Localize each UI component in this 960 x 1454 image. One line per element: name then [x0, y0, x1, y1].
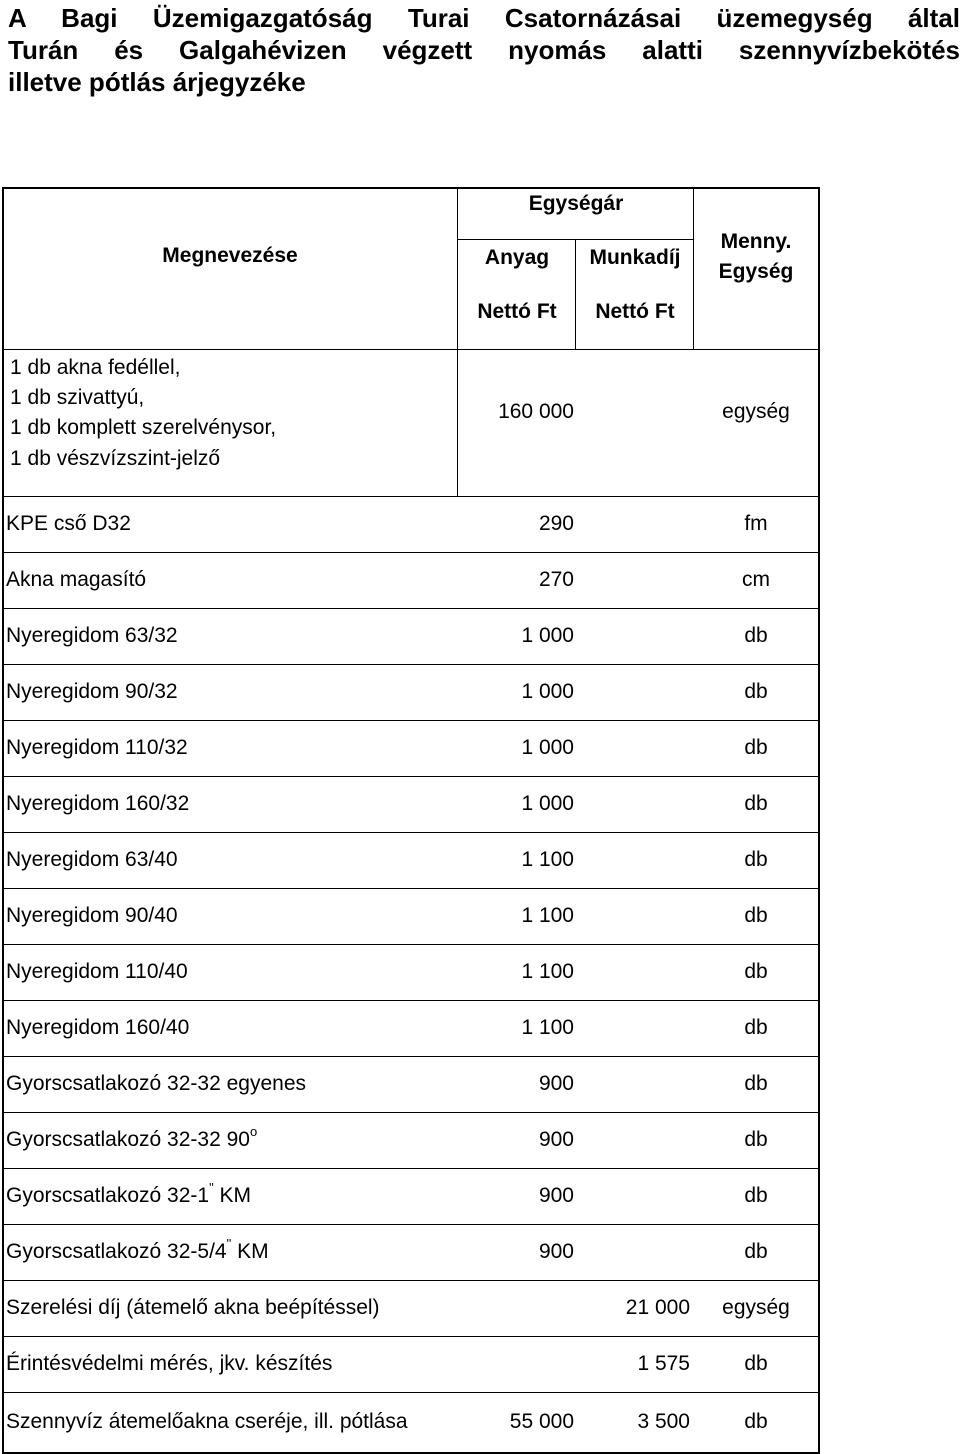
row-name-suffix: KM: [213, 1184, 252, 1207]
row-unit: db: [744, 1016, 768, 1039]
row-divider: [2, 720, 819, 721]
row-name-text: Gyorscsatlakozó 32-1: [6, 1184, 210, 1207]
row-divider: [2, 1280, 819, 1281]
row-name-text: Gyorscsatlakozó 32-32 egyenes: [6, 1072, 306, 1095]
row-name: [6, 511, 131, 537]
row-divider: [2, 1336, 819, 1337]
row-name-text: Nyeregidom 63/40: [6, 848, 178, 871]
row-name: [6, 1236, 269, 1265]
row-name-text: KPE cső D32: [6, 512, 131, 535]
col-border-left: [2, 187, 4, 1454]
row-unit: db: [744, 1184, 768, 1207]
row-unit: db: [744, 1410, 768, 1433]
row-material: 1 100: [521, 848, 574, 871]
row-labor: 21 000: [625, 1296, 690, 1319]
row-name-text: Nyeregidom 90/32: [6, 680, 178, 703]
col-border-labor-hdr: [693, 187, 694, 349]
row-name-text: Gyorscsatlakozó 32-5/4: [6, 1240, 227, 1263]
header-net-material: Nettó Ft: [477, 300, 557, 323]
row-name: [6, 679, 178, 705]
header-name: Megnevezése: [162, 244, 298, 267]
row-material: 1 000: [521, 680, 574, 703]
row-unit: db: [744, 680, 768, 703]
row-material: 1 100: [521, 904, 574, 927]
row-name: [6, 847, 178, 873]
row-labor: 3 500: [637, 1410, 690, 1433]
row-name: [6, 1351, 332, 1377]
header-unit-price: Egységár: [528, 192, 624, 215]
row-name: [6, 959, 188, 985]
document-title: [8, 2, 960, 98]
header-divider-unit-price: [458, 239, 694, 240]
row-name: [6, 1071, 306, 1097]
row-material: 1 100: [521, 1016, 574, 1039]
row-divider: [2, 1112, 819, 1113]
row-unit: fm: [744, 512, 768, 535]
row-name-text: Szennyvíz átemelőakna cseréje, ill. pótlása: [6, 1410, 408, 1433]
row-name-sup: ": [209, 1180, 214, 1195]
row-divider: [2, 776, 819, 777]
first-row-border: [2, 496, 819, 497]
row-material: 55 000: [509, 1410, 574, 1433]
row-name: [6, 903, 178, 929]
row-divider: [2, 832, 819, 833]
row-material: 900: [538, 1240, 574, 1263]
row-material: 1 000: [521, 624, 574, 647]
table-top-border: [2, 187, 820, 189]
row-name-sup: o: [249, 1124, 258, 1139]
row-name: [6, 1180, 252, 1209]
header-material: Anyag: [484, 246, 550, 269]
row-unit: db: [744, 1128, 768, 1151]
row-unit: db: [744, 960, 768, 983]
row-unit: egység: [722, 1296, 790, 1319]
row-unit: db: [744, 904, 768, 927]
header-net-labor: Nettó Ft: [595, 300, 675, 323]
first-row-line-3: 1 db komplett szerelvénysor,: [10, 416, 277, 439]
row-material: 290: [538, 512, 574, 535]
row-divider: [2, 1224, 819, 1225]
row-divider: [2, 664, 819, 665]
col-border-name: [457, 187, 458, 496]
row-material: 900: [538, 1072, 574, 1095]
row-name-text: Nyeregidom 90/40: [6, 904, 178, 927]
col-border-material-hdr: [575, 239, 576, 349]
header-qty: Menny.: [720, 230, 792, 253]
row-name-text: Érintésvédelmi mérés, jkv. készítés: [6, 1352, 333, 1375]
row-unit: db: [744, 1072, 768, 1095]
first-row-material: 160 000: [498, 400, 574, 423]
row-unit: db: [744, 624, 768, 647]
row-name-text: Gyorscsatlakozó 32-32 90: [6, 1128, 250, 1151]
row-unit: db: [744, 736, 768, 759]
row-name-text: Akna magasító: [6, 568, 147, 591]
row-name-text: Nyeregidom 63/32: [6, 624, 178, 647]
row-name: [6, 791, 189, 817]
row-name-sup: ": [226, 1236, 232, 1251]
row-material: 900: [538, 1128, 574, 1151]
title-line-2: Turán és Galgahévizen végzett nyomás alatti szennyvízbekötés: [8, 35, 960, 65]
row-divider: [2, 1056, 819, 1057]
row-name: [6, 1295, 380, 1321]
row-labor: 1 575: [637, 1352, 690, 1375]
title-line-1: A Bagi Üzemigazgatóság Turai Csatornázásai üzemegység által: [8, 3, 960, 33]
row-name-text: Nyeregidom 110/40: [6, 960, 188, 983]
row-divider: [2, 608, 819, 609]
row-name-text: Nyeregidom 160/40: [6, 1016, 190, 1039]
row-divider: [2, 1000, 819, 1001]
row-divider: [2, 944, 819, 945]
row-name: [6, 567, 146, 593]
row-name: [6, 1015, 189, 1041]
row-material: 900: [538, 1184, 574, 1207]
first-row-line-1: 1 db akna fedéllel,: [10, 356, 181, 379]
row-unit: db: [744, 848, 768, 871]
row-name: [6, 735, 188, 761]
row-name: [6, 1409, 408, 1435]
row-material: 1 100: [521, 960, 574, 983]
row-divider: [2, 1392, 819, 1393]
first-row-line-2: 1 db szivattyú,: [10, 386, 145, 409]
header-labor: Munkadíj: [589, 246, 681, 269]
row-unit: db: [744, 1352, 768, 1375]
row-name-text: Szerelési díj (átemelő akna beépítéssel): [6, 1296, 380, 1319]
first-row-unit: egység: [722, 400, 790, 423]
row-name-suffix: KM: [231, 1240, 269, 1263]
row-name-text: Nyeregidom 160/32: [6, 792, 190, 815]
row-name: [6, 623, 178, 649]
title-line-3: illetve pótlás árjegyzéke: [8, 67, 306, 97]
header-unit: Egység: [718, 260, 794, 283]
row-material: 1 000: [521, 736, 574, 759]
row-divider: [2, 552, 819, 553]
first-row-line-4: 1 db vészvízszint-jelző: [10, 447, 221, 470]
row-name: [6, 1124, 258, 1153]
header-bottom-border: [2, 349, 819, 350]
row-name-text: Nyeregidom 110/32: [6, 736, 188, 759]
row-unit: cm: [742, 568, 770, 591]
row-divider: [2, 1168, 819, 1169]
row-material: 270: [538, 568, 574, 591]
row-material: 1 000: [521, 792, 574, 815]
row-unit: db: [744, 792, 768, 815]
col-border-right: [818, 187, 820, 1454]
row-divider: [2, 888, 819, 889]
row-unit: db: [744, 1240, 768, 1263]
